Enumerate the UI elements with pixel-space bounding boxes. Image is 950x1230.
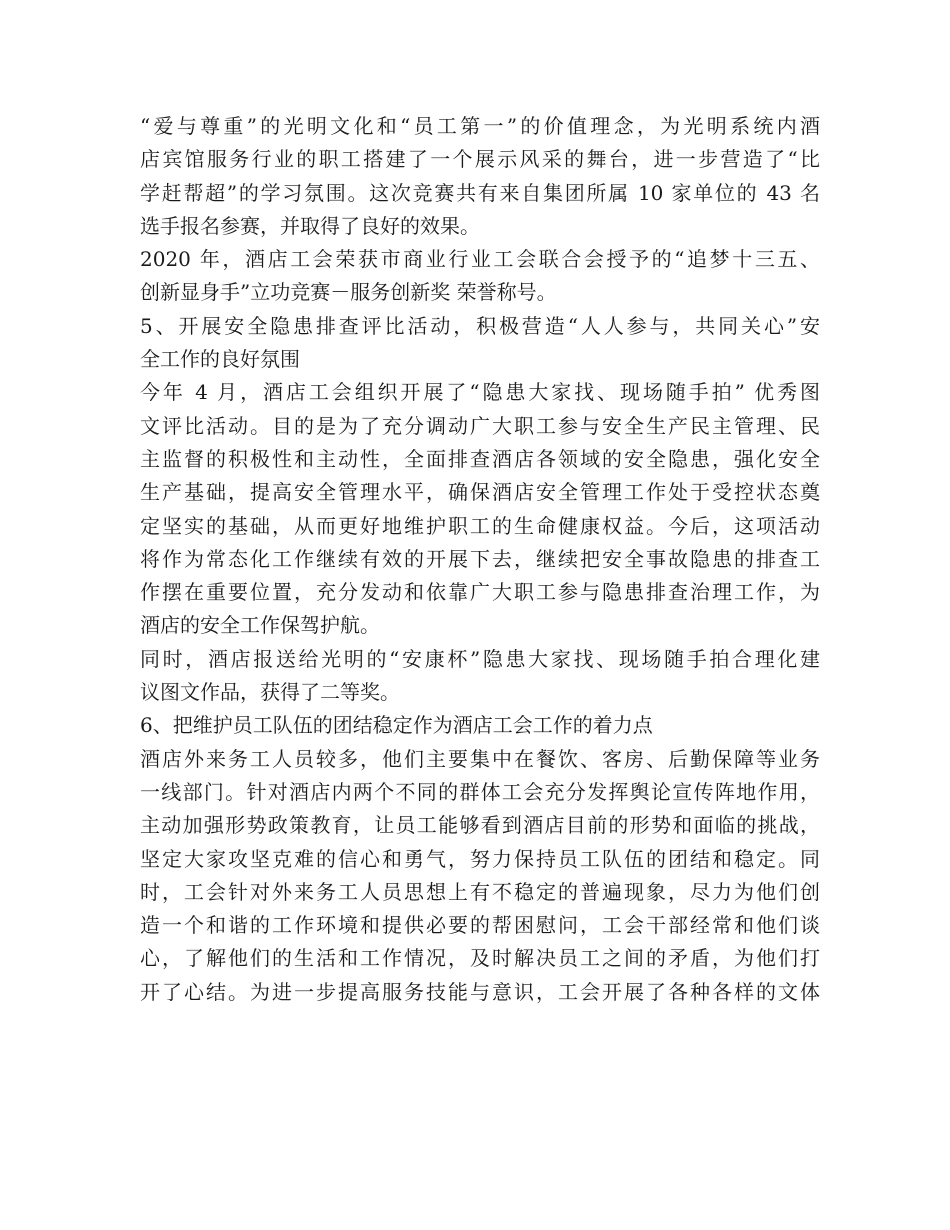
section-heading-5 [140,310,820,377]
paragraph-safety-activity [140,376,820,642]
text-line: 将作为常态化工作继续有效的开展下去，继续把安全事故隐患的排查工 [140,546,820,571]
text-line: 6、把维护员工队伍的团结稳定作为酒店工会工作的着力点 [140,713,653,738]
text-line: 主动加强形势政策教育，让员工能够看到酒店目前的形势和面临的挑战， [140,813,820,838]
text-line: 生产基础，提高安全管理水平，确保酒店安全管理工作处于受控状态奠 [140,480,820,505]
text-line: 定坚实的基础，从而更好地维护职工的生命健康权益。今后，这项活动 [140,513,820,538]
text-line: 一线部门。针对酒店内两个不同的群体工会充分发挥舆论宣传阵地作用， [140,779,820,804]
text-line: 心，了解他们的生活和工作情况，及时解决员工之间的矛盾，为他们打 [140,946,820,971]
paragraph-staff-stability [140,743,820,1009]
text-line: 2020 年，酒店工会荣获市商业行业工会联合会授予的“追梦十三五、 [140,247,820,272]
paragraph-ankang-cup [140,643,820,710]
text-line: 创新显身手”立功竞赛－服务创新奖 荣誉称号。 [140,280,557,305]
text-line: 主监督的积极性和主动性，全面排查酒店各领域的安全隐患，强化安全 [140,446,820,471]
text-line: 开了心结。为进一步提高服务技能与意识，工会开展了各种各样的文体 [140,979,820,1004]
text-line: 酒店外来务工人员较多，他们主要集中在餐饮、客房、后勤保障等业务 [140,746,820,771]
paragraph-2020-award [140,243,820,310]
text-line: “爱与尊重”的光明文化和“员工第一”的价值理念，为光明系统内酒 [140,114,820,138]
paragraph-culture-stage [140,110,820,243]
section-heading-6 [140,709,820,742]
text-line: 造一个和谐的工作环境和提供必要的帮困慰问，工会干部经常和他们谈 [140,913,820,938]
text-line: 全工作的良好氛围 [140,347,300,372]
text-line: 酒店的安全工作保驾护航。 [140,613,380,638]
text-line: 作摆在重要位置，充分发动和依靠广大职工参与隐患排查治理工作，为 [140,580,820,605]
text-line: 5、开展安全隐患排查评比活动，积极营造“人人参与，共同关心”安 [140,313,820,338]
text-line: 店宾馆服务行业的职工搭建了一个展示风采的舞台，进一步营造了“比 [140,147,820,172]
text-line: 议图文作品，获得了二等奖。 [140,680,400,705]
text-line: 今年 4 月，酒店工会组织开展了“隐患大家找、现场随手拍” 优秀图 [140,380,820,405]
text-line: 时，工会针对外来务工人员思想上有不稳定的普遍现象，尽力为他们创 [140,879,820,904]
text-line: 文评比活动。目的是为了充分调动广大职工参与安全生产民主管理、民 [140,413,820,438]
document-page [140,110,820,1009]
text-line: 同时，酒店报送给光明的“安康杯”隐患大家找、现场随手拍合理化建 [140,646,820,671]
text-line: 坚定大家攻坚克难的信心和勇气，努力保持员工队伍的团结和稳定。同 [140,846,820,871]
text-line: 选手报名参赛，并取得了良好的效果。 [140,213,480,238]
text-line: 学赶帮超”的学习氛围。这次竞赛共有来自集团所属 10 家单位的 43 名 [140,180,820,205]
